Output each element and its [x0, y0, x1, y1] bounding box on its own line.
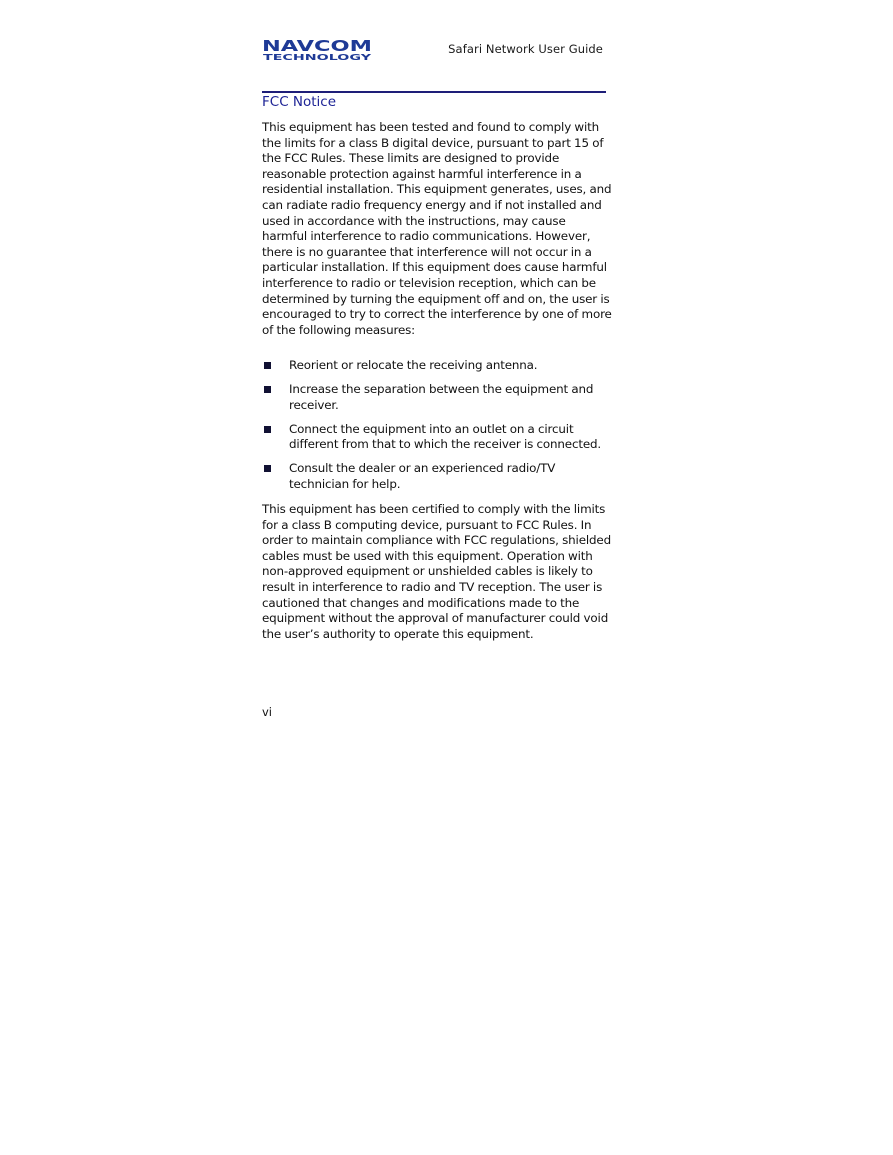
page-header: [262, 38, 606, 88]
navcom-logo: [262, 38, 374, 64]
list-item: [262, 358, 612, 374]
measures-list: [262, 358, 612, 501]
header-divider: [262, 91, 606, 93]
list-item: [262, 461, 612, 492]
page-number: vi: [262, 705, 273, 719]
square-bullet-icon: [264, 362, 271, 369]
list-item-text: Reorient or relocate the receiving antenna.: [289, 358, 538, 372]
list-item-text: Connect the equipment into an outlet on a circuit different from that to which the receiver is connected.: [289, 421, 602, 452]
logo-wordmark: NAVCOM: [262, 38, 372, 55]
square-bullet-icon: [264, 465, 271, 472]
document-title: Safari Network User Guide: [448, 42, 603, 56]
list-item-text: Increase the separation between the equipment and receiver.: [289, 382, 594, 412]
list-item-text: Consult the dealer or an experienced radio/TV technician for help.: [289, 461, 556, 492]
fcc-paragraph-1: This equipment has been tested and found to comply with the limits for a class B digital device, pursuant to part 15 of the FCC Rules. These limits are designed to provide reasonable protection against harmful interference in a residential installation. This equipment generates, uses, and can radiate radio frequency energy and if not installed and used in accordance with the instructions, may cause harmful interference to radio communications. However, there is no guarantee that interference will not occur in a particular installation. If this equipment does cause harmful interference to radio or television reception, which can be determined by turning the equipment off and on, the user is encouraged to try to correct the interference by one of more of the following measures:: [262, 120, 612, 337]
fcc-paragraph-2: This equipment has been certified to comply with the limits for a class B computing device, pursuant to FCC Rules. In order to maintain compliance with FCC regulations, shielded cables must be used with this equipment. Operation with non-approved equipment or unshielded cables is likely to result in interference to radio and TV reception. The user is cautioned that changes and modifications made to the equipment without the approval of manufacturer could void the user’s authority to operate this equipment.: [262, 502, 611, 641]
list-item: [262, 382, 612, 413]
section-heading: FCC Notice: [262, 94, 337, 110]
list-item: [262, 422, 612, 453]
square-bullet-icon: [264, 426, 271, 433]
square-bullet-icon: [264, 386, 271, 393]
logo-subtitle: TECHNOLOGY: [263, 53, 373, 62]
